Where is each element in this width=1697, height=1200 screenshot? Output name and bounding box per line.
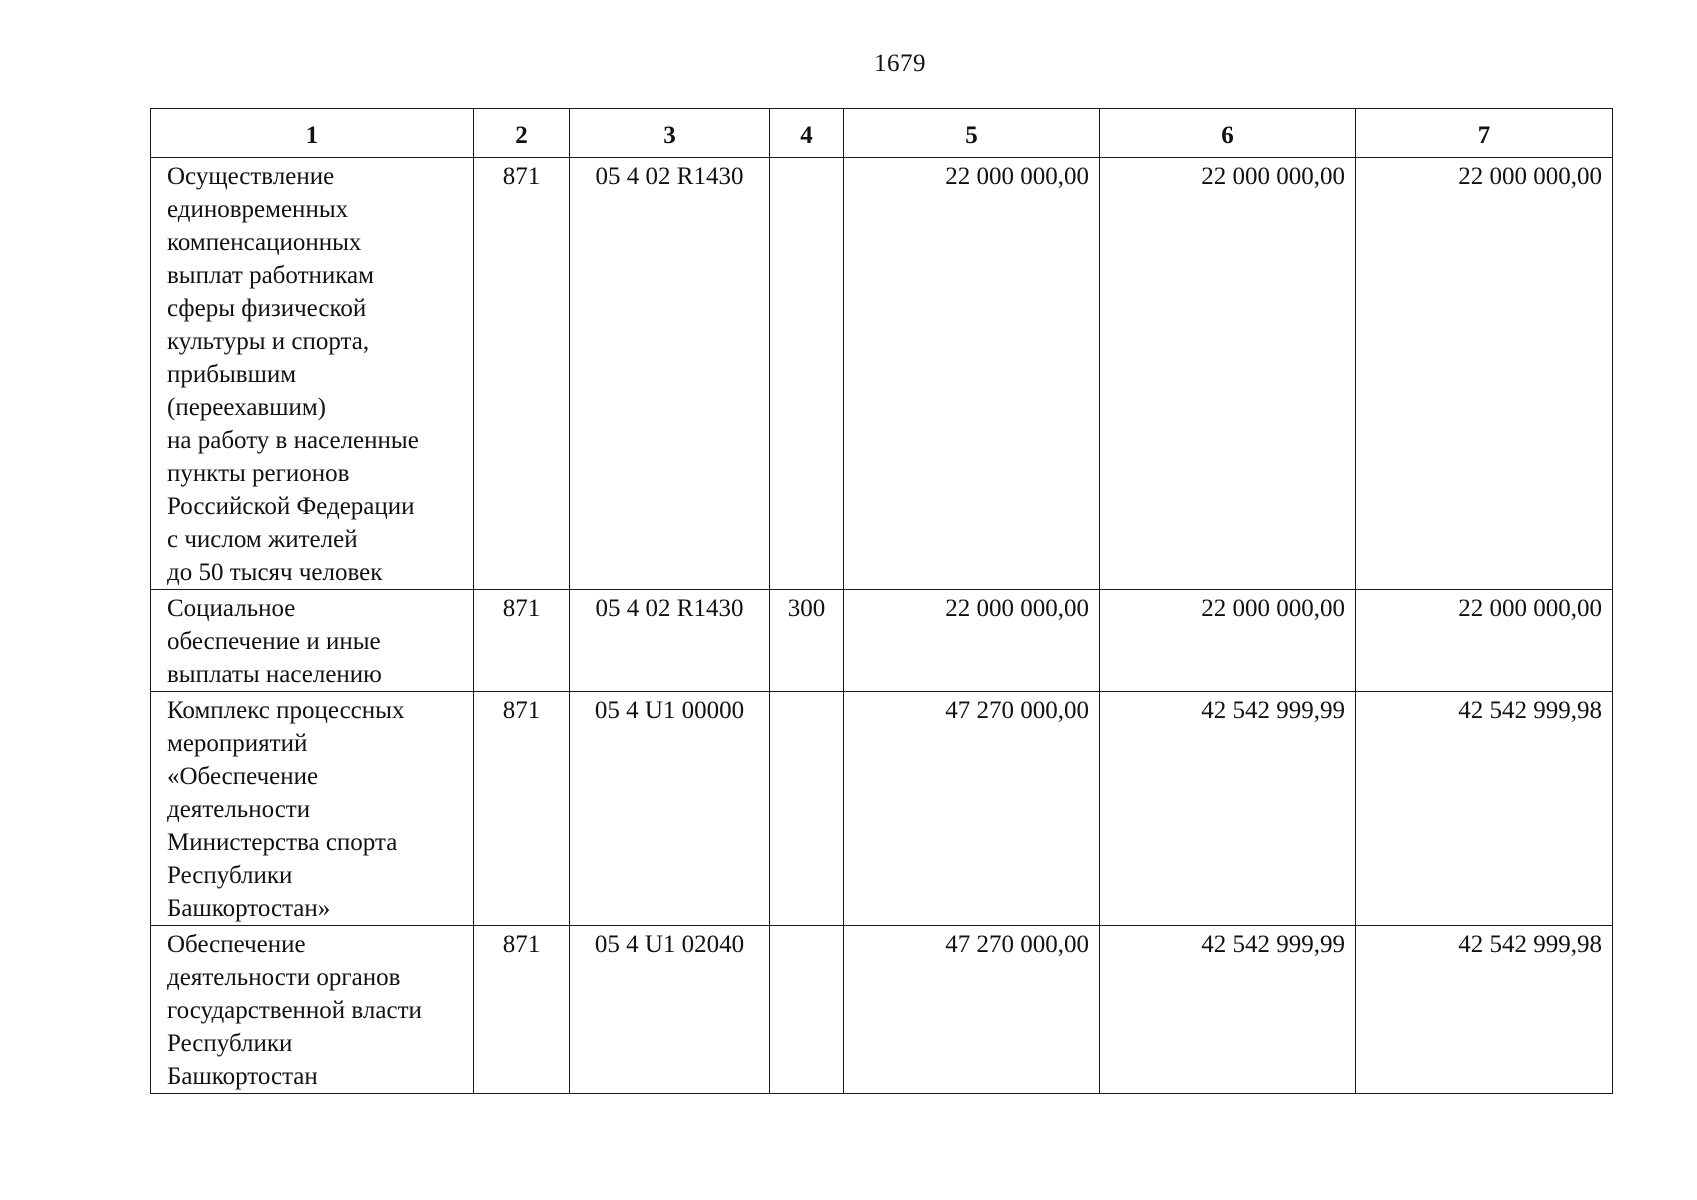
row-name-line: прибывшим [167,361,297,388]
row-name-line: Республики [167,1030,293,1057]
row-name-line: Осуществление [167,163,335,190]
amount-cell-1: 47 270 000,00 [844,926,1100,1094]
budget-table [150,108,1613,1094]
table-row [151,926,1613,1094]
row-name-line: Комплекс процессных [167,697,405,724]
row-name-line: компенсационных [167,229,362,256]
amount-cell-3: 22 000 000,00 [1356,590,1613,692]
target-article-cell: 05 4 U1 00000 [570,692,770,926]
column-header-5: 5 [844,109,1100,158]
target-article-cell: 05 4 02 R1430 [570,590,770,692]
row-name-cell [151,590,474,692]
row-name-line: единовременных [167,196,349,223]
ministry-cell: 871 [474,158,570,590]
amount-cell-1: 22 000 000,00 [844,158,1100,590]
column-header-3: 3 [570,109,770,158]
expense-type-cell [770,692,844,926]
row-name-line: Республики [167,862,293,889]
row-name-line: мероприятий [167,730,308,757]
row-name-line: Российской Федерации [167,493,415,520]
column-header-2: 2 [474,109,570,158]
expense-type-cell [770,926,844,1094]
row-name-cell [151,158,474,590]
amount-cell-1: 22 000 000,00 [844,590,1100,692]
amount-cell-3: 22 000 000,00 [1356,158,1613,590]
table-row [151,692,1613,926]
row-name-cell [151,926,474,1094]
row-name-line: (переехавшим) [167,394,327,421]
column-header-6: 6 [1100,109,1356,158]
row-name-line: Башкортостан [167,1063,318,1090]
row-name-line: с числом жителей [167,526,358,553]
row-name-line: культуры и спорта, [167,328,370,355]
row-name-line: деятельности органов [167,964,401,991]
ministry-cell: 871 [474,590,570,692]
table-header-row [151,109,1613,158]
amount-cell-2: 42 542 999,99 [1100,692,1356,926]
row-name-cell [151,692,474,926]
column-header-1: 1 [151,109,474,158]
row-name-line: деятельности [167,796,311,823]
table-row [151,158,1613,590]
target-article-cell: 05 4 02 R1430 [570,158,770,590]
amount-cell-3: 42 542 999,98 [1356,926,1613,1094]
row-name-line: Социальное [167,595,296,622]
row-name-line: выплат работникам [167,262,374,289]
row-name-line: выплаты населению [167,661,382,688]
row-name-line: на работу в населенные [167,427,419,454]
expense-type-cell: 300 [770,590,844,692]
row-name-line: до 50 тысяч человек [167,559,383,586]
row-name-line: Обеспечение [167,931,306,958]
amount-cell-2: 22 000 000,00 [1100,590,1356,692]
row-name-line: Башкортостан» [167,895,331,922]
expense-type-cell [770,158,844,590]
row-name-line: пункты регионов [167,460,350,487]
amount-cell-2: 22 000 000,00 [1100,158,1356,590]
row-name-line: государственной власти [167,997,422,1024]
amount-cell-1: 47 270 000,00 [844,692,1100,926]
row-name-line: сферы физической [167,295,367,322]
column-header-4: 4 [770,109,844,158]
column-header-7: 7 [1356,109,1613,158]
target-article-cell: 05 4 U1 02040 [570,926,770,1094]
ministry-cell: 871 [474,926,570,1094]
amount-cell-2: 42 542 999,99 [1100,926,1356,1094]
amount-cell-3: 42 542 999,98 [1356,692,1613,926]
table-row [151,590,1613,692]
ministry-cell: 871 [474,692,570,926]
row-name-line: Министерства спорта [167,829,398,856]
row-name-line: «Обеспечение [167,763,319,790]
row-name-line: обеспечение и иные [167,628,381,655]
page-number: 1679 [874,50,926,77]
